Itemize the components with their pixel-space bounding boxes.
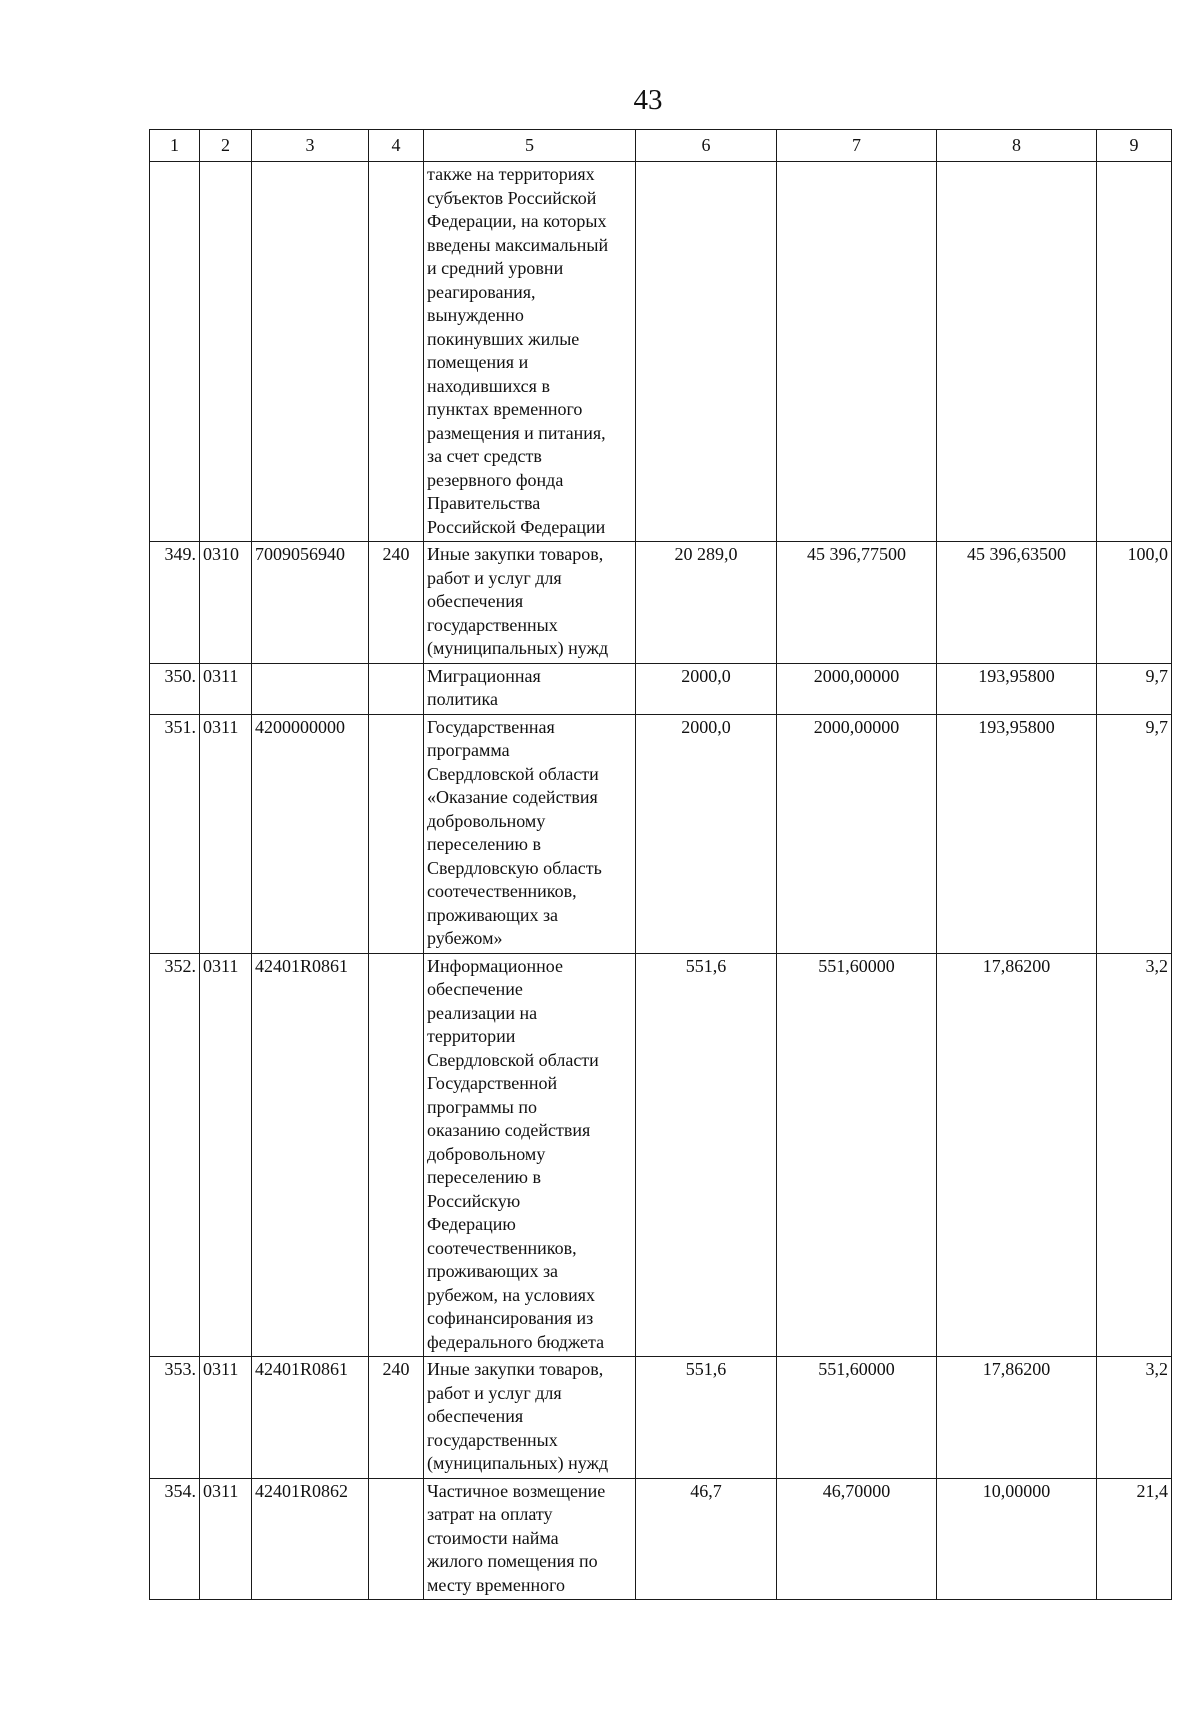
refined-amount: 551,60000 <box>777 1357 937 1479</box>
refined-amount: 45 396,77500 <box>777 542 937 664</box>
row-number: 351. <box>150 714 200 953</box>
execution-percent: 9,7 <box>1097 714 1172 953</box>
item-name: также на территориях субъектов Российской Федерации, на которых введены максимальный и средний уровни реагирования, вынужденно покинувших жилые помещения и находившихся в пунктах временного размещения и питания, за счет средств резервного фонда Правительства Российской Федерации <box>424 162 636 542</box>
item-name: Государственная программа Свердловской области «Оказание содействия добровольному переселению в Свердловскую область соотечественников, проживающих за рубежом» <box>424 714 636 953</box>
header-col-8: 8 <box>937 130 1097 162</box>
expense-type-code <box>369 953 424 1357</box>
table-row <box>150 542 1172 664</box>
planned-amount: 20 289,0 <box>636 542 777 664</box>
table-row <box>150 1478 1172 1600</box>
item-name: Миграционная политика <box>424 663 636 714</box>
row-number <box>150 162 200 542</box>
row-number: 352. <box>150 953 200 1357</box>
planned-amount: 46,7 <box>636 1478 777 1600</box>
planned-amount <box>636 162 777 542</box>
row-number: 350. <box>150 663 200 714</box>
item-name: Иные закупки товаров, работ и услуг для обеспечения государственных (муниципальных) нужд <box>424 542 636 664</box>
header-col-7: 7 <box>777 130 937 162</box>
expense-type-code: 240 <box>369 1357 424 1479</box>
refined-amount <box>777 162 937 542</box>
executed-amount: 193,95800 <box>937 663 1097 714</box>
executed-amount <box>937 162 1097 542</box>
target-article-code: 7009056940 <box>252 542 369 664</box>
section-code: 0311 <box>200 1478 252 1600</box>
expense-type-code <box>369 162 424 542</box>
item-name: Иные закупки товаров, работ и услуг для обеспечения государственных (муниципальных) нужд <box>424 1357 636 1479</box>
execution-percent: 100,0 <box>1097 542 1172 664</box>
executed-amount: 17,86200 <box>937 953 1097 1357</box>
section-code <box>200 162 252 542</box>
target-article-code: 42401R0862 <box>252 1478 369 1600</box>
header-col-1: 1 <box>150 130 200 162</box>
execution-percent <box>1097 162 1172 542</box>
executed-amount: 10,00000 <box>937 1478 1097 1600</box>
target-article-code <box>252 162 369 542</box>
table-row <box>150 1357 1172 1479</box>
expense-type-code <box>369 1478 424 1600</box>
header-col-2: 2 <box>200 130 252 162</box>
header-col-6: 6 <box>636 130 777 162</box>
refined-amount: 2000,00000 <box>777 714 937 953</box>
table-row <box>150 663 1172 714</box>
item-name: Частичное возмещение затрат на оплату стоимости найма жилого помещения по месту временного <box>424 1478 636 1600</box>
table-row <box>150 162 1172 542</box>
refined-amount: 2000,00000 <box>777 663 937 714</box>
expense-type-code: 240 <box>369 542 424 664</box>
expense-type-code <box>369 663 424 714</box>
header-col-9: 9 <box>1097 130 1172 162</box>
execution-percent: 3,2 <box>1097 953 1172 1357</box>
executed-amount: 45 396,63500 <box>937 542 1097 664</box>
item-name: Информационное обеспечение реализации на территории Свердловской области Государственной программы по оказанию содействия добровольному переселению в Российскую Федерацию соотечественников, проживающих за рубежом, на условиях софинансирования из федерального бюджета <box>424 953 636 1357</box>
header-col-5: 5 <box>424 130 636 162</box>
executed-amount: 193,95800 <box>937 714 1097 953</box>
refined-amount: 46,70000 <box>777 1478 937 1600</box>
page-number: 43 <box>633 84 663 116</box>
expense-type-code <box>369 714 424 953</box>
section-code: 0311 <box>200 714 252 953</box>
budget-table <box>149 129 1172 1600</box>
header-col-4: 4 <box>369 130 424 162</box>
table-body <box>150 162 1172 1600</box>
row-number: 349. <box>150 542 200 664</box>
section-code: 0311 <box>200 663 252 714</box>
header-col-3: 3 <box>252 130 369 162</box>
table-row <box>150 953 1172 1357</box>
section-code: 0310 <box>200 542 252 664</box>
row-number: 354. <box>150 1478 200 1600</box>
target-article-code: 4200000000 <box>252 714 369 953</box>
execution-percent: 3,2 <box>1097 1357 1172 1479</box>
target-article-code: 42401R0861 <box>252 953 369 1357</box>
table-row <box>150 714 1172 953</box>
table-header <box>150 130 1172 162</box>
executed-amount: 17,86200 <box>937 1357 1097 1479</box>
row-number: 353. <box>150 1357 200 1479</box>
section-code: 0311 <box>200 953 252 1357</box>
planned-amount: 551,6 <box>636 953 777 1357</box>
target-article-code: 42401R0861 <box>252 1357 369 1479</box>
target-article-code <box>252 663 369 714</box>
planned-amount: 551,6 <box>636 1357 777 1479</box>
header-row <box>150 130 1172 162</box>
planned-amount: 2000,0 <box>636 663 777 714</box>
execution-percent: 21,4 <box>1097 1478 1172 1600</box>
section-code: 0311 <box>200 1357 252 1479</box>
execution-percent: 9,7 <box>1097 663 1172 714</box>
refined-amount: 551,60000 <box>777 953 937 1357</box>
planned-amount: 2000,0 <box>636 714 777 953</box>
